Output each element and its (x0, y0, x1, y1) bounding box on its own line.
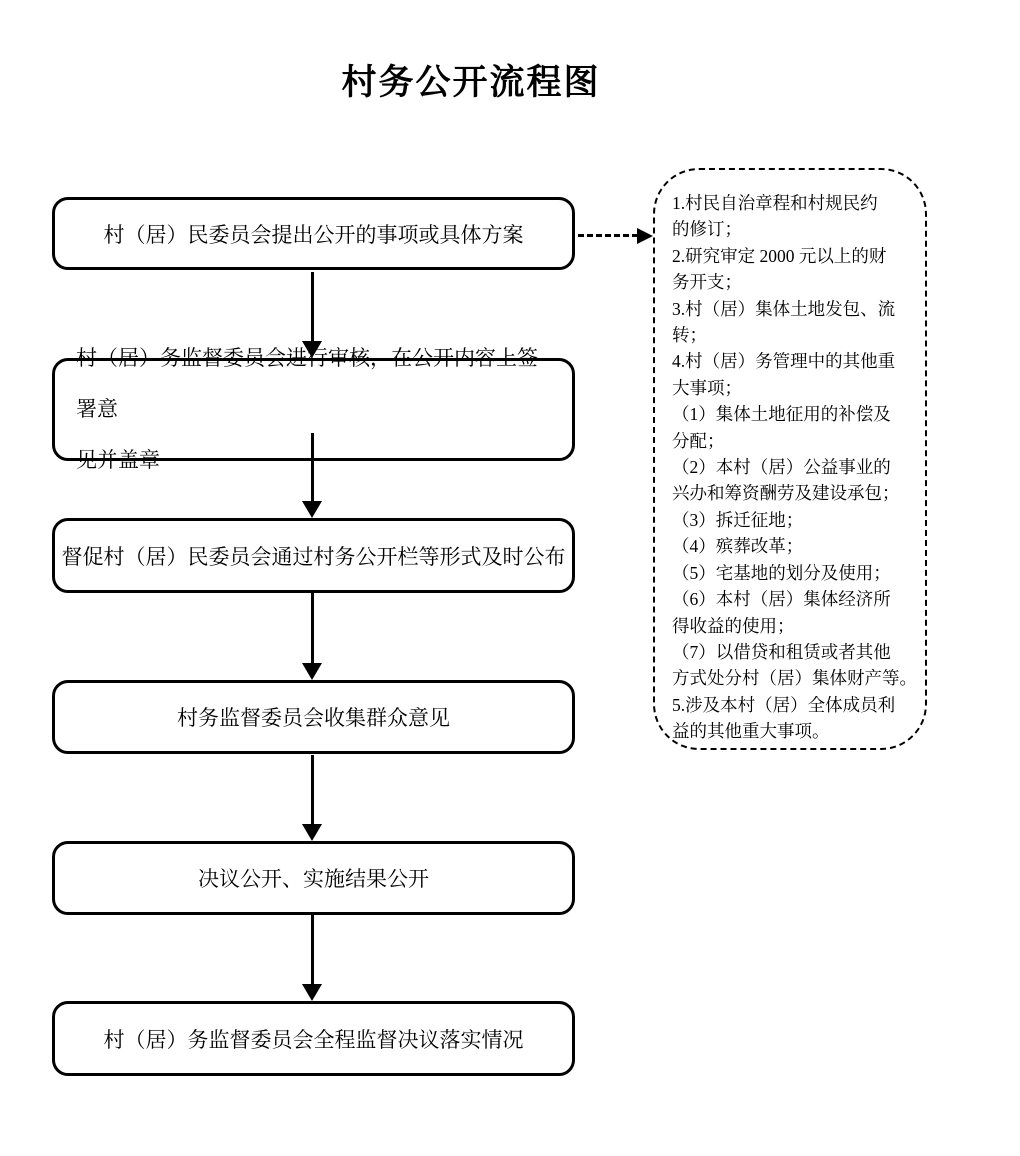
page-title: 村务公开流程图 (341, 63, 601, 102)
side-panel-line: 的修订； (672, 219, 742, 240)
flow-step-5 (52, 841, 575, 915)
arrow-right-icon (637, 228, 653, 244)
side-panel-line: 3.村（居）集体土地发包、流 (672, 298, 896, 319)
side-panel-line: （2）本村（居）公益事业的 (672, 457, 891, 478)
side-panel-line: 方式处分村（居）集体财产等。 (672, 668, 917, 689)
flow-step-4-text: 村务监督委员会收集群众意见 (177, 706, 450, 730)
side-panel-line: 大事项； (672, 377, 742, 398)
side-panel-line: （5）宅基地的划分及使用； (672, 562, 891, 583)
flow-step-1 (52, 197, 575, 270)
side-panel (653, 168, 927, 750)
flow-step-3 (52, 518, 575, 593)
side-panel-line: 转； (672, 325, 707, 346)
side-panel-line: 1.村民自治章程和村规民约 (672, 193, 878, 213)
flow-step-5-text: 决议公开、实施结果公开 (198, 867, 429, 891)
arrow-down-icon-1 (302, 341, 322, 358)
flow-step-2-text-line-2: 见并盖章 (76, 448, 160, 472)
flow-step-6 (52, 1001, 575, 1076)
arrow-down-icon-2 (302, 501, 322, 518)
side-panel-line: （3）拆迁征地； (672, 509, 804, 530)
side-panel-line: 5.涉及本村（居）全体成员利 (672, 694, 896, 715)
flow-step-6-text: 村（居）务监督委员会全程监督决议落实情况 (103, 1027, 524, 1052)
flow-step-4 (52, 680, 575, 754)
side-panel-line: （1）集体土地征用的补偿及 (672, 404, 891, 425)
side-panel-line: 务开支； (672, 272, 742, 293)
arrow-down-icon-4 (302, 824, 322, 841)
flow-connector-line-2 (311, 433, 314, 501)
flow-connector-line-5 (311, 915, 314, 984)
side-panel-line: 益的其他重大事项。 (672, 721, 830, 742)
side-panel-line: 4.村（居）务管理中的其他重 (672, 351, 896, 372)
flow-connector-line-1 (311, 272, 314, 341)
side-panel-line: （4）殡葬改革； (672, 536, 804, 557)
flow-connector-line-3 (311, 592, 314, 663)
flow-connector-line-4 (311, 755, 314, 824)
arrow-down-icon-3 (302, 663, 322, 680)
side-panel-line: （7）以借贷和租赁或者其他 (672, 641, 891, 662)
dashed-connector-line (578, 234, 638, 237)
side-panel-line: 2.研究审定 2000 元以上的财 (672, 245, 887, 266)
side-panel-line: 得收益的使用； (672, 615, 795, 636)
arrow-down-icon-5 (302, 984, 322, 1001)
flow-step-3-text: 督促村（居）民委员会通过村务公开栏等形式及时公布 (61, 544, 566, 569)
flow-step-1-text: 村（居）民委员会提出公开的事项或具体方案 (103, 222, 524, 247)
side-panel-line: 分配； (672, 430, 725, 451)
flow-step-2-text-line-1: 村（居）务监督委员会进行审核，在公开内容上签署意 (76, 346, 538, 421)
side-panel-line: （6）本村（居）集体经济所 (672, 589, 891, 610)
side-panel-line: 兴办和筹资酬劳及建设承包； (672, 483, 900, 504)
